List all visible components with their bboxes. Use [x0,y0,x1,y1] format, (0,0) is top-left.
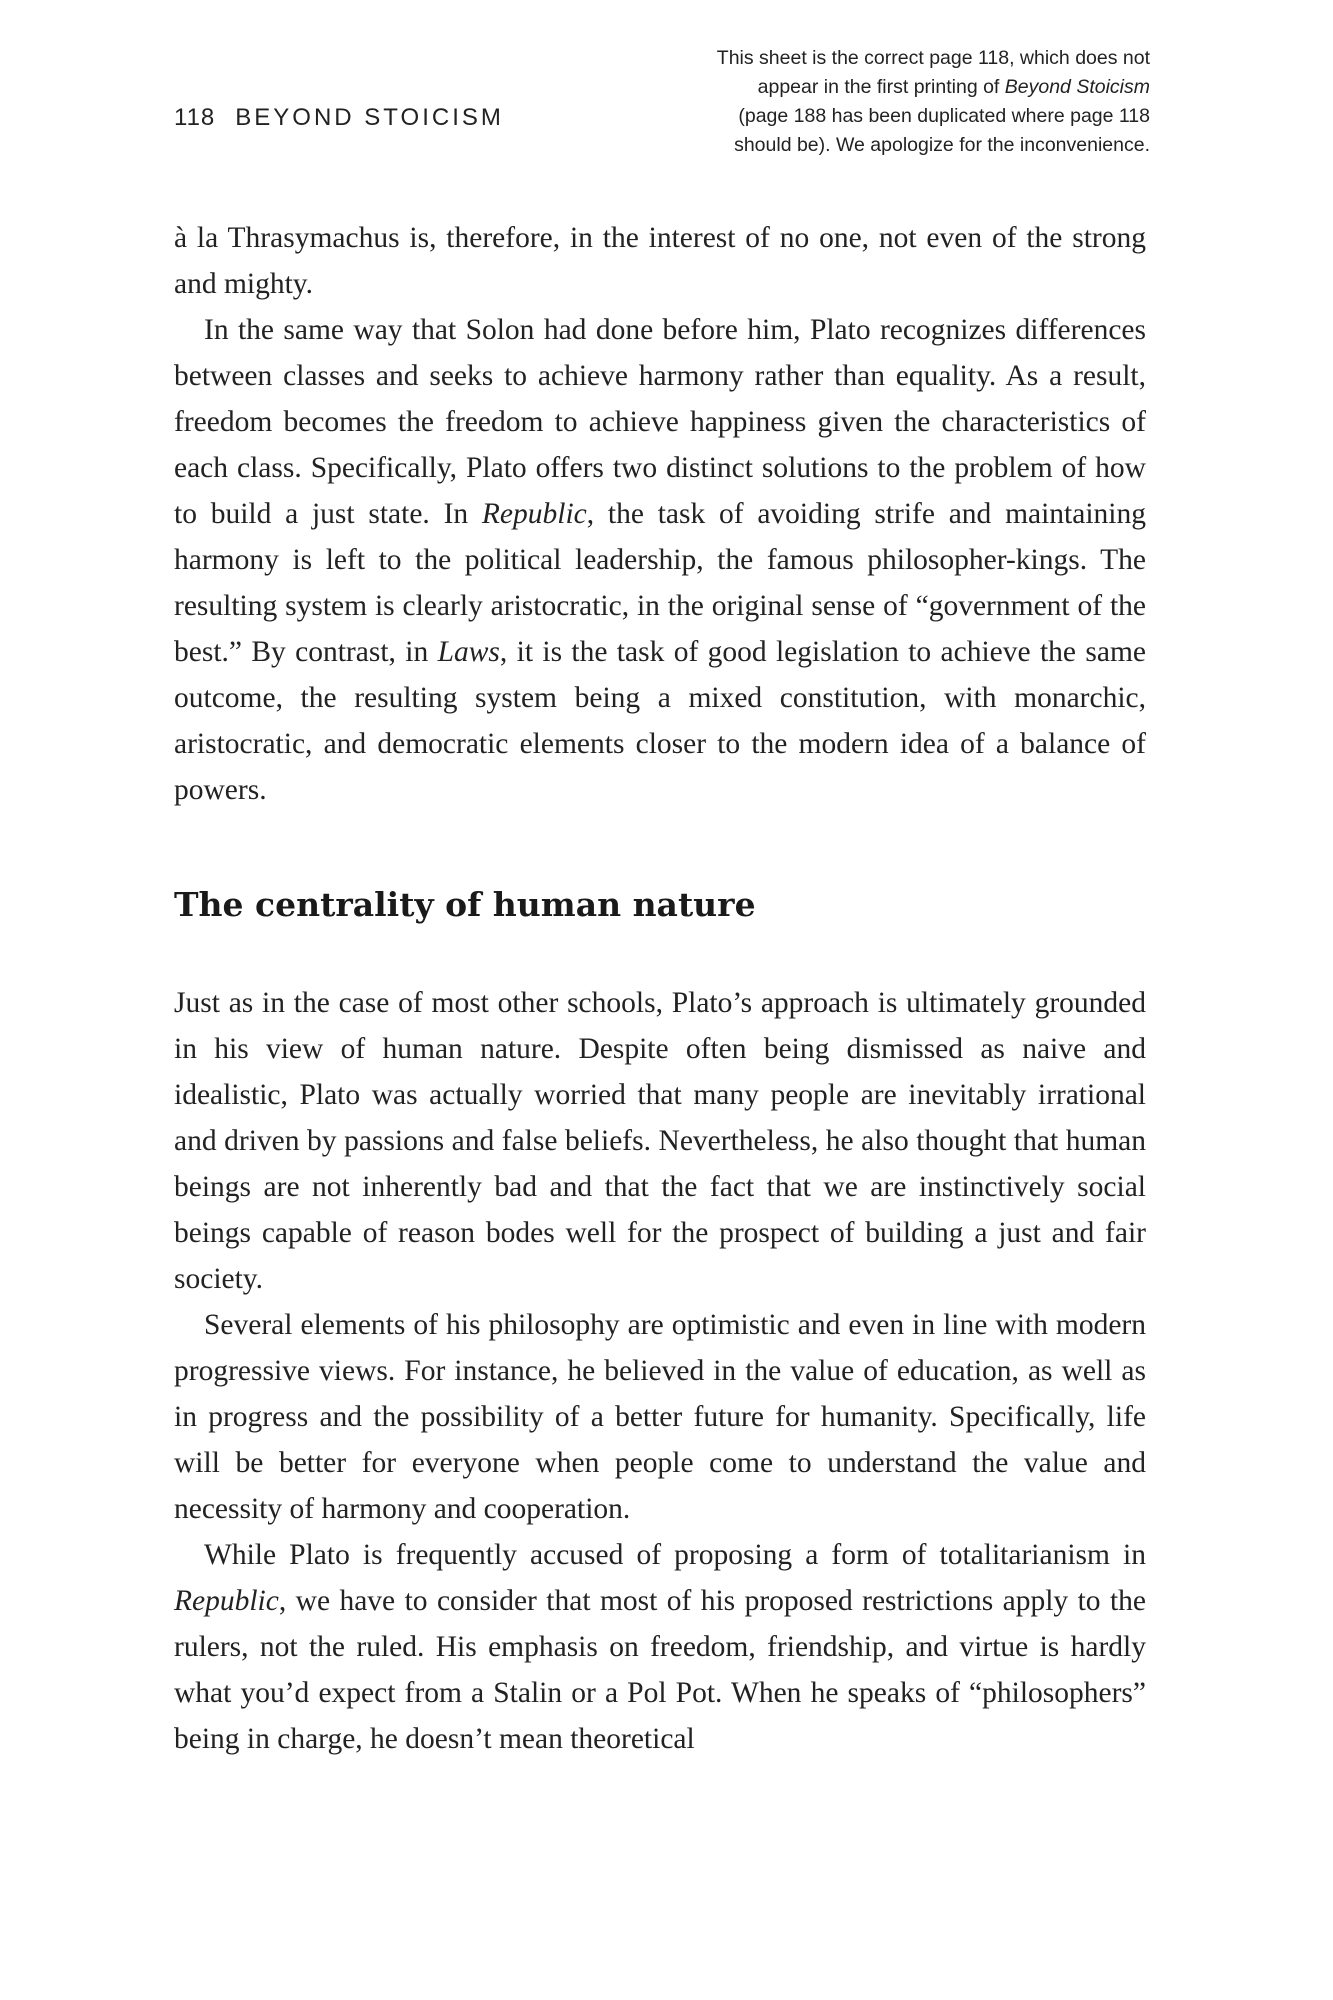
correction-note-line: should be). We apologize for the inconvenience. [734,134,1150,156]
work-title: Republic [174,1585,279,1617]
page-number: 118 [174,104,216,131]
paragraph: à la Thrasymachus is, therefore, in the interest of no one, not even of the strong and mighty. [174,222,1146,300]
book-title-italic: Beyond Stoicism [1004,76,1150,98]
running-head [174,104,504,132]
paragraph: While Plato is frequently accused of proposing a form of totalitarianism in Republic, we have to consider that most of his proposed restrictions apply to the rulers, not the ruled. His emphasis on freedom, friendship, and virtue is hardly what you’d expect from a Stalin or a Pol Pot. When he speaks of “philosophers” being in charge, he doesn’t mean theoretical [174,1539,1146,1755]
paragraph: In the same way that Solon had done before him, Plato recognizes differences between classes and seeks to achieve harmony rather than equality. As a result, freedom becomes the freedom to achieve happiness given the characteristics of each class. Specifically, Plato offers two distinct solutions to the problem of how to build a just state. In Republic, the task of avoiding strife and maintaining harmony is left to the political leadership, the famous philosopher-kings. The resulting system is clearly aristocratic, in the original sense of “government of the best.” By contrast, in Laws, it is the task of good legislation to achieve the same outcome, the resulting system being a mixed constitution, with monarchic, aristocratic, and democratic elements closer to the modern idea of a balance of powers. [174,314,1146,806]
body-text [174,215,1146,1762]
correction-note-line: appear in the first printing of Beyond Stoicism [757,76,1150,98]
correction-note-line: This sheet is the correct page 118, which does not [716,47,1150,69]
work-title: Republic [481,498,587,530]
book-title: BEYOND STOICISM [235,104,504,131]
paragraph: Just as in the case of most other schools, Plato’s approach is ultimately grounded in his view of human nature. Despite often being dismissed as naive and idealistic, Plato was actually worried that many people are inevitably irrational and driven by passions and false beliefs. Nevertheless, he also thought that human beings are not inherently bad and that the fact that we are instinctively social beings capable of reason bodes well for the prospect of building a just and fair society. [174,987,1146,1295]
paragraph: Several elements of his philosophy are optimistic and even in line with modern progressive views. For instance, he believed in the value of education, as well as in progress and the possibility of a better future for humanity. Specifically, life will be better for everyone when people come to understand the value and necessity of harmony and cooperation. [174,1309,1146,1525]
correction-note-line: (page 188 has been duplicated where page 118 [738,105,1150,127]
section-heading: The centrality of human nature [174,885,756,924]
work-title: Laws [437,636,500,668]
correction-note [620,44,1150,160]
